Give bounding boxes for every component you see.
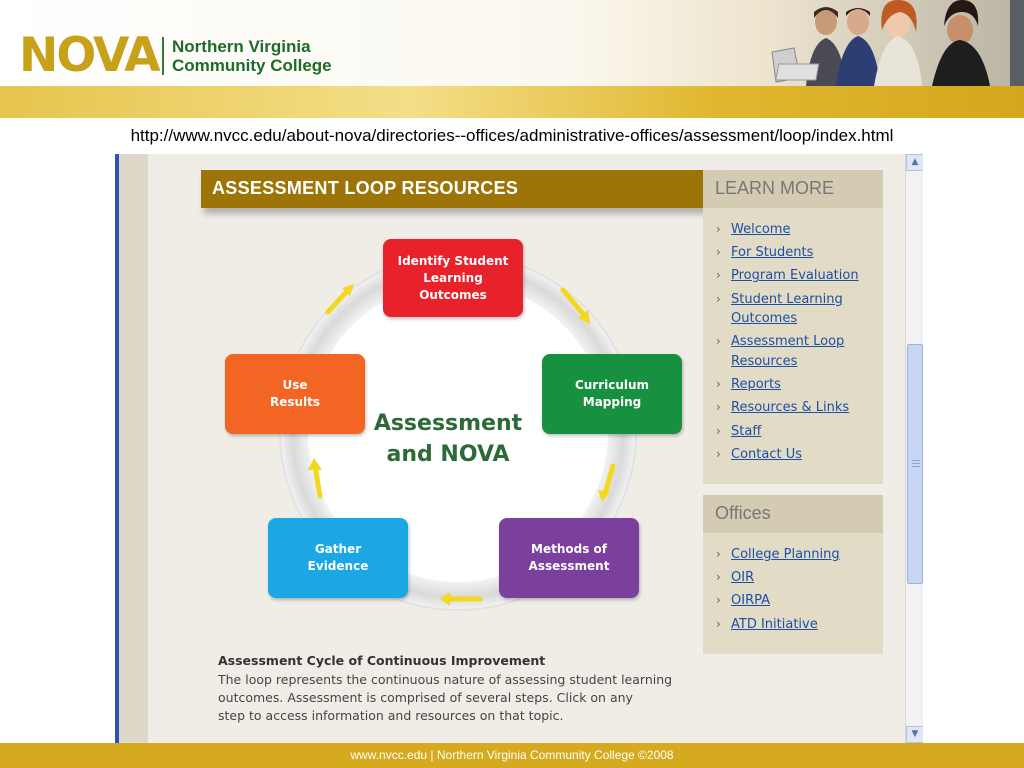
chevron-right-icon: › [716, 245, 721, 260]
list-item [703, 398, 883, 418]
link-student-learning-outcomes[interactable]: Student Learning Outcomes [731, 291, 843, 327]
chevron-right-icon: › [716, 291, 721, 306]
college-name-line2: Community College [172, 56, 332, 75]
description-line: outcomes. Assessment is comprised of several steps. Click on any [218, 690, 633, 705]
learn-more-header [703, 170, 883, 208]
link-welcome[interactable]: Welcome [731, 222, 791, 237]
chevron-right-icon: › [716, 423, 721, 438]
list-item [703, 332, 883, 371]
chevron-right-icon: › [716, 268, 721, 283]
footer-text: www.nvcc.edu | Northern Virginia Community College ©2008 [350, 748, 674, 762]
learn-more-heading: LEARN MORE [715, 178, 835, 198]
nova-logo: NOVA [19, 28, 159, 83]
college-name [172, 37, 332, 75]
chevron-right-icon: › [716, 222, 721, 236]
step-methods-of-assessment[interactable] [499, 518, 639, 598]
list-item [703, 591, 883, 611]
page-url: http://www.nvcc.edu/about-nova/directories--offices/administrative-offices/assessment/loop/index.html [130, 126, 894, 145]
vertical-scrollbar[interactable] [905, 154, 923, 744]
link-program-evaluation[interactable]: Program Evaluation [731, 268, 859, 284]
list-item [703, 290, 883, 329]
step-gather-evidence[interactable] [268, 518, 408, 598]
diagram-center-label: Assessment and NOVA [373, 411, 523, 467]
step-use-results[interactable] [225, 354, 365, 434]
list-item [703, 545, 883, 565]
list-item [703, 243, 883, 263]
chevron-right-icon: › [716, 377, 721, 392]
embedded-browser-screenshot [115, 154, 923, 744]
section-title: ASSESSMENT LOOP RESOURCES [212, 178, 519, 198]
link-contact-us[interactable]: Contact Us [731, 446, 802, 462]
section-title-bar [201, 170, 721, 208]
chevron-right-icon: › [716, 616, 721, 631]
description [218, 652, 728, 725]
offices-header [703, 495, 883, 533]
chevron-right-icon: › [716, 446, 721, 461]
step-curriculum-mapping[interactable] [542, 354, 682, 434]
link-atd-initiative[interactable]: ATD Initiative [731, 616, 818, 632]
grip-icon [912, 460, 920, 468]
footer-bar [0, 743, 1024, 768]
link-oir[interactable]: OIR [731, 570, 755, 586]
college-name-line1: Northern Virginia [172, 37, 311, 56]
offices-list [703, 533, 883, 634]
link-college-planning[interactable]: College Planning [731, 547, 840, 562]
description-line: step to access information and resources on that topic. [218, 708, 564, 723]
description-body [218, 671, 728, 725]
step-label: Use Results [269, 378, 321, 409]
header-banner [0, 0, 1024, 86]
link-for-students[interactable]: For Students [731, 245, 814, 261]
step-identify-outcomes[interactable] [383, 239, 523, 317]
logo-divider [162, 37, 164, 75]
step-label: Curriculum Mapping [574, 378, 650, 409]
learn-more-list [703, 208, 883, 464]
list-item [703, 445, 883, 465]
list-item [703, 615, 883, 635]
chevron-right-icon: › [716, 570, 721, 585]
up-arrow-icon[interactable]: ▲ [906, 154, 923, 171]
list-item [703, 375, 883, 395]
students-photo [770, 0, 1024, 86]
link-reports[interactable]: Reports [731, 377, 781, 393]
chevron-right-icon: › [716, 593, 721, 608]
learn-more-panel [703, 170, 883, 484]
list-item [703, 266, 883, 286]
chevron-right-icon: › [716, 400, 721, 415]
list-item [703, 422, 883, 442]
assessment-loop-diagram [218, 234, 698, 624]
description-line: The loop represents the continuous nature of assessing student learning [218, 672, 673, 687]
down-arrow-icon[interactable]: ▼ [906, 726, 923, 743]
list-item [703, 568, 883, 588]
list-item [703, 220, 883, 240]
step-label: Methods of Assessment [528, 542, 610, 573]
chevron-right-icon: › [716, 547, 721, 561]
offices-panel [703, 495, 883, 654]
link-resources-links[interactable]: Resources & Links [731, 400, 850, 416]
step-label: Gather Evidence [307, 542, 369, 573]
description-title: Assessment Cycle of Continuous Improvement [218, 653, 546, 668]
scrollbar-thumb[interactable] [907, 344, 923, 584]
link-assessment-loop-resources[interactable]: Assessment Loop Resources [731, 334, 845, 369]
link-oirpa[interactable]: OIRPA [731, 593, 770, 609]
link-staff[interactable]: Staff [731, 423, 762, 439]
gold-band [0, 86, 1024, 118]
chevron-right-icon: › [716, 334, 721, 349]
page-margin [119, 154, 148, 744]
step-label: Identify Student Learning Outcomes [397, 253, 509, 302]
offices-heading: Offices [715, 503, 771, 523]
